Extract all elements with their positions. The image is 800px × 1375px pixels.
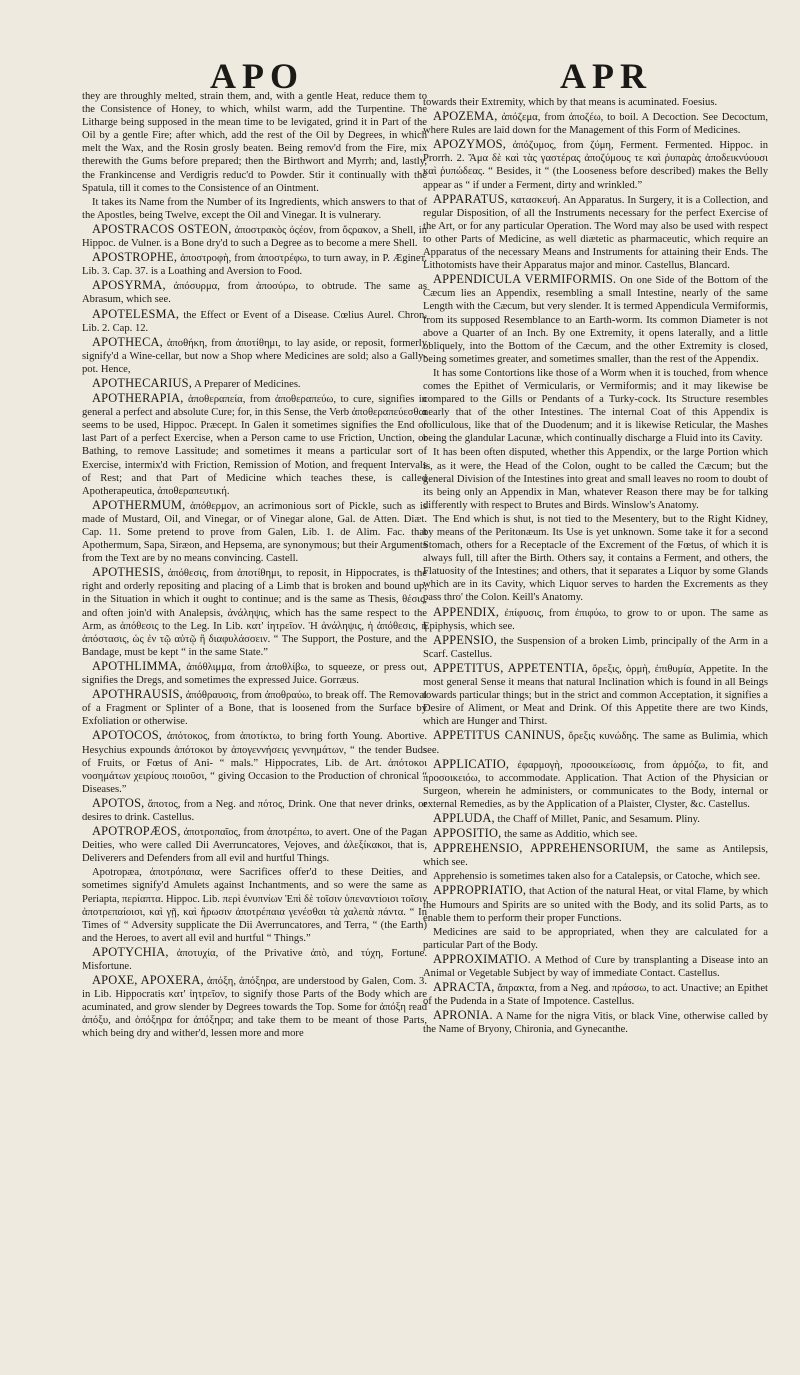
entry-text: ἄποτος, from a Neg. and πότος, Drink. One that never drinks, or desires to drink. Castellus. — [82, 798, 427, 823]
entry-text: ἀποθήκη, from ἀποτίθημι, to lay aside, or reposit, formerly signify'd a Wine-cellar, but now a Shop where Medicines are sold; also a Gally-pot. Hence, — [82, 337, 427, 375]
entry-text: A Name for the nigra Vitis, or black Vine, otherwise called by the Name of Bryony, Chironia, and Gynecanthe. — [423, 1011, 768, 1036]
dictionary-entry — [423, 729, 768, 756]
entry-headword: APOTHLIMMA, — [92, 658, 182, 673]
entry-text: ἀποτροπαῖος, from ἀποτρέπω, to avert. One of the Pagan Deities, who were called Dii Averruncatores, Vejoves, and ἀλεξίκακοι, that is, Deliverers and Defenders from all evil and hurtful Things. — [82, 827, 428, 865]
entry-text: The End which is shut, is not tied to the Mesentery, but to the Right Kidney, by means of the Peritonæum. Its Use is yet unknown. Some take it for a second Stomach, others for a Receptacle of the Excrement of the Fœtus, of which it is always full, till after the Birth. Others say, it contains a Ferment, and others, the Flatuosity of the Intestines; and others, that it separates a Liquor by some Glands which are in its Cavity, which Liquor serves to harden the Excrements as they pass thro' the Colon. Keill's Anatomy. — [423, 513, 768, 604]
entry-text: ἄπρακτα, from a Neg. and πράσσω, to act. Unactive; an Epithet of the Pudenda in a State of Impotence. Castellus. — [423, 983, 768, 1008]
right-column — [423, 96, 768, 1037]
dictionary-entry — [423, 812, 768, 826]
dictionary-entry — [423, 513, 768, 605]
entry-headword: APOSTROPHE, — [92, 250, 178, 265]
entry-headword: APOTHRAUSIS, — [92, 687, 183, 702]
entry-text: Apprehensio is sometimes taken also for a Catalepsis, or Catoche, which see. — [433, 871, 761, 883]
dictionary-entry — [82, 499, 427, 565]
right-running-head: APR — [560, 56, 652, 96]
dictionary-entry — [423, 827, 768, 841]
left-column — [82, 90, 427, 1042]
entry-text: ἀπόζεμα, from ἀποζέω, to boil. A Decoction. See Decoctum, where Rules are laid down for the Management of this Form of Medicines. — [423, 112, 768, 137]
dictionary-entry — [82, 392, 427, 498]
entry-text: A Method of Cure by transplanting a Disease into an Animal or Vegetable Subject by way of immediate Contact. Castellus. — [423, 954, 768, 979]
entry-text: ἀπόζυμος, from ζύμη, Ferment. Fermented. Hippoc. in Prorrh. 2. Ἅμα δὲ καὶ τὰς γαστέρας ἀποζύμους τε καὶ ῥυπαρὰς ἀποδεικνύουσι καὶ ῥυπώδεας. “ Besides, it “ (the Looseness before described) makes the Belly appear as “ if under a Ferment, dirty and wrinkled.” — [423, 140, 768, 191]
dictionary-entry — [423, 953, 768, 980]
dictionary-entry — [82, 729, 427, 795]
dictionary-entry — [423, 926, 768, 952]
entry-text: A Preparer of Medicines. — [194, 378, 301, 390]
entry-text: the Effect or Event of a Disease. Cœlius Aurel. Chron. Lib. 2. Cap. 12. — [82, 309, 427, 334]
dictionary-entry — [423, 662, 768, 728]
entry-headword: APOSTRACOS OSTEON, — [92, 221, 232, 236]
entry-text: On one Side of the Bottom of the Cæcum lies an Appendix, resembling a small Intestine, nearly of the same Length with the Cæcum, but very slender. It is termed Appendicula Vermiformis, from its supposed Resemblance to an Earth-worm. Its common Diameter is not above a Quarter of an Inch. By one Extremity, it opens laterally, and a little obliquely, into the Bottom of the Cæcum, and the other Extremity is closed, being sometimes greater, and sometimes smaller, than the rest of the Appendix. — [423, 275, 769, 365]
entry-text: ἀποθεραπεία, from ἀποθεραπεύω, to cure, signifies in general a perfect and absolute Cure; for, in this Sense, the Verb ἀποθεραπεύεσθαι seems to be used, Hippoc. Præcept. In Galen it sometimes signifies the End or last Part of a perfect Exercise, when a Person came to use Friction, Unction, or Bathing, to remove Lassitude; and sometimes it means a particular sort of Exercise, intermix'd with Friction, Remission of Motion, and frequent Intervals of Rest; and that Part of Medicine which teaches these, is called Apotherapeutica, ἀποθεραπευτική. — [82, 394, 427, 497]
dictionary-entry — [423, 110, 768, 137]
intro-paragraph: they are throughly melted, strain them, and, with a gentle Heat, reduce them to the Consistence of Honey, to which, whilst warm, add the Turpentine. The Litharge being supposed in the mean time to be levigated, grind it in Part of the Oil by a gentle Fire; after which, add the rest of the Oil by Degrees, in which melt the Wax, and the Rosin grosly beaten. Being remov'd from the Fire, mix therewith the Gums before prepared; then the Birthwort and Myrrh; and, lastly, the Frankincense and Verdigris reduc'd to Powder. Stir it continually with the Spatula, till it comes to the Consistence of an Ointment. — [82, 91, 427, 194]
entry-headword: APPETITUS, APPETENTIA, — [433, 660, 589, 675]
entry-text: ἐπίφυσις, from ἐπιφύω, to grow to or upon. The same as Epiphysis, which see. — [423, 607, 768, 632]
entry-headword: APOTHECARIUS, — [92, 375, 193, 390]
entry-headword: APPREHENSIO, APPREHENSORIUM, — [433, 841, 649, 856]
entry-text: the Chaff of Millet, Panic, and Sesamum. Pliny. — [497, 813, 700, 825]
entry-headword: APPLICATIO, — [433, 756, 510, 771]
dictionary-entry — [423, 273, 768, 366]
entry-headword: APPROXIMATIO. — [433, 951, 531, 966]
dictionary-entry — [423, 870, 768, 883]
entry-headword: APRACTA, — [433, 980, 495, 995]
entry-text: ἀπόθερμον, an acrimonious sort of Pickle, such as is made of Mustard, Oil, and Vinegar, or of Vinegar alone, Gal. de Atten. Diæt. Cap. 11. Some pretend to prove from Galen, Lib. 1. de Alim. Fac. that Apothermum, Sapa, Siræon, and Hepsema, are synonymous; but their Arguments from the Text are by no means convincing. Castell. — [82, 500, 427, 565]
dictionary-entry — [82, 223, 427, 250]
entry-text: Apotropæa, ἀποτρόπαια, were Sacrifices offer'd to these Deities, and sometimes signify'd Amulets against Inchantments, and so were the same as Periapta, περίαπτα. Hippoc. Lib. περὶ ἐνυπνίων Ἐπὶ δὲ τοῖσιν ὑπεναντίοισι τοῖσιν ἀποτρεπαίοισι, καὶ γῇ, καὶ ἥρωσιν ἀποτρέπαια γενέσθαι τὰ χαλεπὰ πάντα. “ In Times of “ Adversity supplicate the Dii Averruncatores, and Terra, “ (the Earth) and the Heroes, to avert all evil and hurtful “ Things.” — [82, 867, 427, 944]
entry-text: It has been often disputed, whether this Appendix, or the large Portion which is, as it were, the Head of the Colon, ought to be called the Cæcum; but the general Division of the Intestines into great and small leaves no room to doubt of its being only an Appendix in Man, whatever Reason there may be for talking differently with respect to Brutes and Birds. Winslow's Anatomy. — [423, 447, 768, 511]
entry-text: the same as Additio, which see. — [504, 829, 638, 841]
entry-headword: APOTROPÆOS, — [92, 824, 181, 839]
entry-headword: APOTYCHIA, — [92, 944, 169, 959]
entry-headword: APOTHERAPIA, — [92, 391, 184, 406]
dictionary-entry — [423, 367, 768, 446]
entry-headword: APOTHERMUM, — [92, 497, 186, 512]
entry-text: ἀποστροφὴ, from ἀποστρέφω, to turn away, in P. Ægineт. Lib. 3. Cap. 37. is a Loathing and Aversion to Food. — [82, 253, 428, 278]
dictionary-entry — [423, 193, 768, 273]
entry-headword: APPROPRIATIO, — [433, 883, 527, 898]
dictionary-entry — [423, 758, 768, 811]
dictionary-entry — [82, 279, 427, 306]
entry-headword: APRONIA. — [433, 1008, 493, 1023]
entry-headword: APOSYRMA, — [92, 278, 166, 293]
dictionary-entry — [82, 251, 427, 278]
dictionary-entry — [82, 566, 427, 659]
left-running-head: APO — [210, 56, 304, 96]
entry-text: κατασκευή. An Apparatus. In Surgery, it is a Collection, and regular Disposition, of all the Instruments necessary for the perfect Exercise of the Art, or for any particular Operation. The Word may also be used with respect to other Parts of Medicine, as well diætetic as pharmaceutic, which require an Apparatus of the necessary Means and Instruments for attaining their Ends. The Lithotomists have their Apparatus major and minor. Castellus, Blancard. — [423, 194, 768, 272]
entry-headword: APOZEMA, — [433, 109, 498, 124]
dictionary-entry — [423, 981, 768, 1008]
dictionary-entry — [82, 866, 427, 945]
dictionary-entry — [423, 1009, 768, 1036]
entry-headword: APOTOS, — [92, 795, 145, 810]
entry-text: ἀπόσυρμα, from ἀποσύρω, to obtrude. The same as Abrasum, which see. — [82, 281, 427, 306]
dictionary-entry — [423, 606, 768, 633]
dictionary-entry — [82, 974, 427, 1040]
entry-text: ἀποστρακὸς ὀςέον, from ὄςρακον, a Shell, in Hippoc. de Vulner. is a Bone dry'd to such a Degree as to become a mere Shell. — [82, 224, 428, 250]
entry-headword: APOTHESIS, — [92, 565, 164, 580]
entry-headword: APOTOCOS, — [92, 728, 163, 743]
entry-text: ὄρεξις κυνώδης. The same as Bulimia, which see. — [423, 731, 768, 756]
entry-text: that Action of the natural Heat, or vital Flame, by which the Humours and Spirits are so united with the Body, and its solid Parts, as to enable them to perform their proper Functions. — [423, 886, 768, 924]
entry-text: It has some Contortions like those of a Worm when it is touched, from whence comes the Epithet of Vermicularis, or Vermiformis; and it may likewise be compared to the Gills or Pendants of a Turky-cock. Its Structure resembles nearly that of the other Intestines. The internal Coat of this Appendix is folliculous, like that of the Duodenum; and it is likewise Reticular, the Mashes being the glandular Lacunæ, which continually discharge a Fluid into its Cavity. — [423, 367, 768, 445]
entry-headword: APPLUDA, — [433, 810, 495, 825]
entry-headword: APOXE, APOXERA, — [92, 973, 204, 988]
dictionary-entry — [82, 946, 427, 973]
dictionary-entry — [82, 660, 427, 687]
intro-paragraph-2: It takes its Name from the Number of its Ingredients, which answers to that of the Apostles, being Twelve, except the Oil and Vinegar. It is vulnerary. — [82, 196, 427, 221]
dictionary-entry — [82, 825, 427, 865]
entry-headword: APOZYMOS, — [433, 137, 507, 152]
entry-headword: APOTELESMA, — [92, 306, 180, 321]
entry-headword: APPARATUS, — [433, 191, 508, 206]
dictionary-entry — [82, 377, 427, 391]
entry-text: ἀπόθεσις, from ἀποτίθημι, to reposit, in Hippocrates, is the right and orderly repositing and placing of a Limb that is broken and bound up, in the Situation in which it ought to continue; and is the same as Thesis, θέσις, and often join'd with Analepsis, ἀνάληψις, which has the same respect to the Arm, as ἀπόθεσις to the Leg. In Lib. κατ' ἰητρεῖον. Ἡ ἀνάληψις, ἡ ἀπόθεσις, ἡ ἀπόστασις, ὡς ἐν τῷ αὐτῷ ἢ διαφυλάσσειν. “ The Support, the Posture, and the Bandage, must be kept “ in the same State.” — [82, 568, 427, 658]
entry-text: ἐφαρμογὴ, προσοικείωσις, from ἁρμόζω, to fit, and προσοικειόω, to accommodate. Application. That Action of the Physician or Surgeon, wherein he administers, or communicates to the Body, internal or external Remedies, as by the Application of a Plaister, Clyster, &c. Castellus. — [423, 759, 768, 810]
entry-text: the Suspension of a broken Limb, principally of the Arm in a Scarf. Castellus. — [423, 635, 768, 660]
dictionary-entry — [82, 797, 427, 824]
dictionary-entry — [423, 842, 768, 869]
dictionary-entry — [423, 138, 768, 191]
entry-headword: APPENDIX, — [433, 604, 500, 619]
entry-headword: APPOSITIO, — [433, 826, 502, 841]
dictionary-entry — [82, 308, 427, 335]
dictionary-entry — [82, 336, 427, 376]
intro-paragraph: towards their Extremity, which by that means is acuminated. Foesius. — [423, 97, 718, 108]
entry-text: ἀπότοκος, from ἀποτίκτω, to bring forth Young. Abortive. Hesychius expounds ἀπότοκοι by ἀπογεννήσεις γεννημάτων, “ the tender Buds of Fruits, or Fœtus of Ani- “ mals.” Hippocrates, Lib. de Art. ἀπότοκοι νοσημάτων χειρίους ποιοῦσι, “ giving Occasion to the Production of chronical “ Diseases.” — [82, 731, 427, 795]
dictionary-entry — [423, 446, 768, 511]
dictionary-entry — [423, 634, 768, 661]
entry-text: the same as Antilepsis, which see. — [423, 844, 768, 869]
entry-headword: APPETITUS CANINUS, — [433, 728, 565, 743]
dictionary-entry — [82, 688, 427, 728]
entry-text: ἀπόξη, ἀπόξηρα, are understood by Galen, Com. 3. in Lib. Hippocratis κατ' ἰητρεῖον, to signify those Parts of the Body which are acuminated, and grow slender by Degrees towards the Top. Some for ἀπόξη read ἀπόξυ, and ὀπόξηρα for ἀπόξηρα; and take them to be meant of those Parts, which being dry and wither'd, lessen more and more — [82, 976, 427, 1040]
entry-text: Medicines are said to be appropriated, when they are calculated for a particular Part of the Body. — [423, 926, 768, 951]
entry-text: ἀπόθραυσις, from ἀποθραύω, to break off. The Removal of a Fragment or Splinter of a Bone, that is loosened from the Surface by Exfoliation or otherwise. — [82, 690, 427, 728]
entry-text: ἀποτυχία, of the Privative ἀπὸ, and τύχη, Fortune. Misfortune. — [82, 947, 427, 972]
entry-headword: APOTHECA, — [92, 334, 163, 349]
dictionary-entry — [423, 884, 768, 924]
entry-text: ὄρεξις, ὁρμὴ, ἐπιθυμία, Appetite. In the most general Sense it means that natural Inclination which is found in all Beings towards particular things; but in the strict and common Acceptation, it signifies a Desire of Aliment, or Meat and Drink. Of this Appetite there are two Kinds, which are Hunger and Thirst. — [423, 663, 768, 728]
entry-text: ἀπόθλιμμα, from ἀποθλίβω, to squeeze, or press out, signifies the Dregs, and sometimes the expressed Juice. Gorræus. — [82, 661, 427, 687]
entry-headword: APPENSIO, — [433, 632, 498, 647]
entry-headword: APPENDICULA VERMIFORMIS. — [433, 272, 617, 287]
